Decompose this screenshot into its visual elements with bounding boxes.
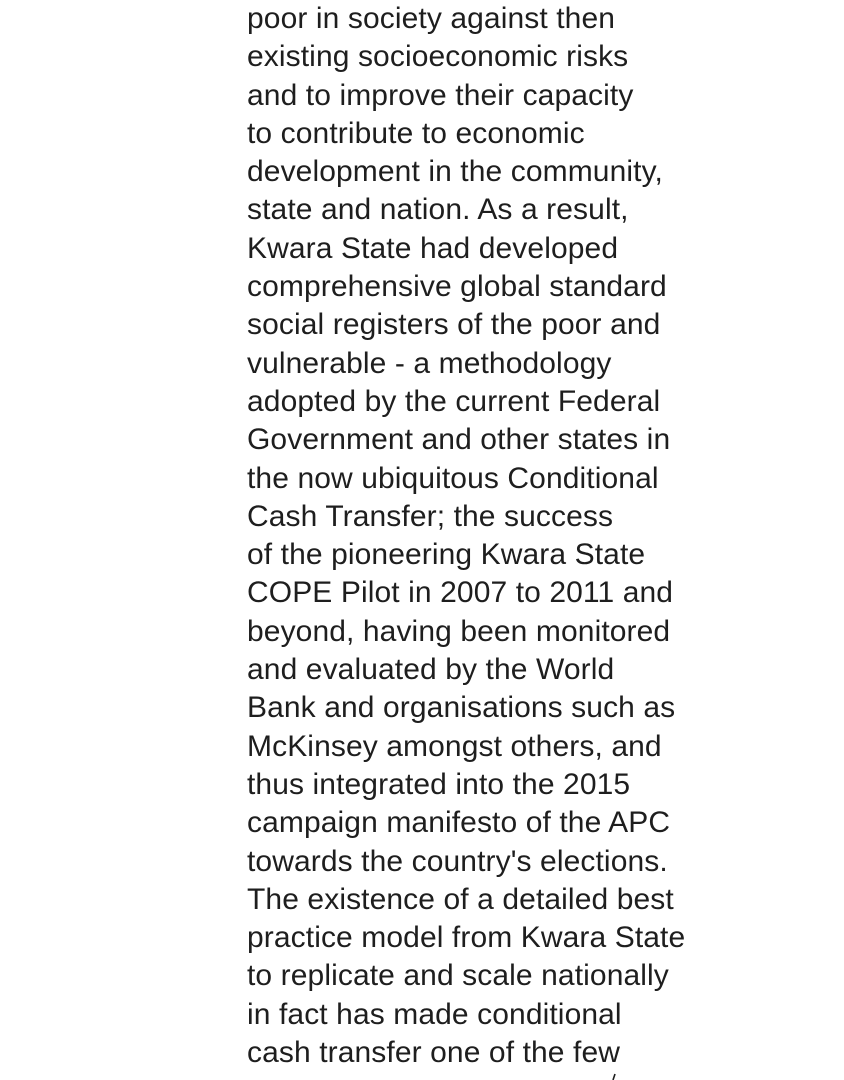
text-line-11: adopted by the current Federal (247, 384, 661, 418)
text-line-7: Kwara State had developed (247, 231, 619, 265)
article-body (247, 0, 837, 1072)
text-line-13: the now ubiquitous Conditional (247, 461, 659, 495)
text-line-10: vulnerable - a methodology (247, 346, 612, 380)
clipped-next-line-fragment (610, 1072, 616, 1080)
text-line-1: poor in society against then (247, 2, 616, 35)
text-line-6: state and nation. As a result, (247, 193, 629, 227)
text-line-15: of the pioneering Kwara State (247, 538, 646, 572)
text-line-24: The existence of a detailed best (247, 882, 674, 916)
text-line-21: thus integrated into the 2015 (247, 767, 631, 801)
text-line-22: campaign manifesto of the APC (247, 806, 671, 840)
text-line-27: in fact has made conditional (247, 997, 622, 1031)
text-line-17: beyond, having been monitored (247, 614, 671, 648)
text-line-18: and evaluated by the World (247, 653, 615, 687)
text-line-5: development in the community, (247, 155, 663, 189)
text-line-20: McKinsey amongst others, and (247, 729, 662, 763)
text-line-4: to contribute to economic (247, 116, 585, 150)
text-line-25: practice model from Kwara State (247, 921, 686, 955)
text-line-14: Cash Transfer; the success (247, 499, 614, 533)
text-line-28: cash transfer one of the few (247, 1036, 621, 1070)
text-line-26: to replicate and scale nationally (247, 959, 669, 993)
text-line-16: COPE Pilot in 2007 to 2011 and (247, 576, 674, 610)
text-line-23: towards the country's elections. (247, 844, 668, 878)
text-line-9: social registers of the poor and (247, 308, 661, 342)
text-line-8: comprehensive global standard (247, 270, 667, 304)
text-line-19: Bank and organisations such as (247, 691, 676, 725)
text-line-3: and to improve their capacity (247, 78, 634, 112)
text-line-12: Government and other states in (247, 423, 671, 457)
text-line-2: existing socioeconomic risks (247, 40, 629, 74)
